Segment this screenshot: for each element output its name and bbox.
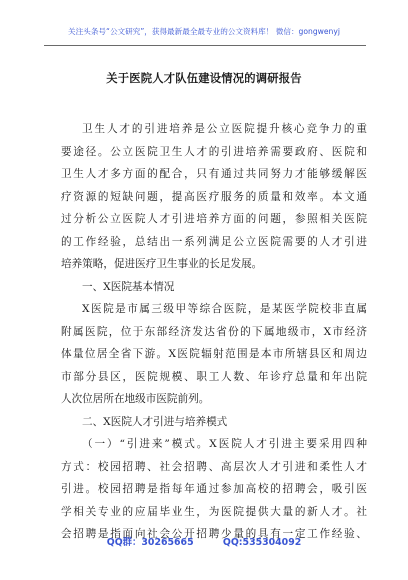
footer-qq-group: QQ群：30265665 bbox=[106, 537, 194, 548]
body-line: 方式：校园招聘、社会招聘、高层次人才引进和柔性人才 bbox=[61, 460, 367, 473]
body-line: 培养策略，促进医疗卫生事业的长足发展。 bbox=[61, 258, 263, 270]
body-line: 体量位居全省下游。X医院辐射范围是本市所辖县区和周边 bbox=[61, 348, 367, 360]
body-line: 附属医院，位于东部经济发达省份的下属地级市，X市经济 bbox=[61, 325, 367, 338]
body-line: 二、X医院人才引进与培养模式 bbox=[82, 415, 228, 428]
body-line: 的工作经验，总结出一系列满足公立医院需要的人才引进 bbox=[61, 235, 367, 248]
body-line: 卫生人才多方面的配合，只有通过共同努力才能够缓解医 bbox=[61, 168, 367, 180]
body-line: （一）“引进来”模式。X医院人才引进主要采用四种 bbox=[82, 438, 367, 450]
document-body bbox=[61, 118, 367, 546]
header-divider bbox=[44, 45, 366, 46]
body-line: 引进。校园招聘是指每年通过参加高校的招聘会，吸引医 bbox=[61, 483, 367, 495]
body-line: 一、X医院基本情况 bbox=[82, 280, 175, 293]
body-line: 学相关专业的应届毕业生，为医院提供大量的新人才。社 bbox=[61, 505, 367, 518]
body-line: 疗资源的短缺问题，提高医疗服务的质量和效率。本文通 bbox=[61, 190, 367, 203]
footer-contacts bbox=[0, 534, 408, 548]
body-line: 市部分县区，医院规模、职工人数、年诊疗总量和年出院 bbox=[61, 370, 367, 383]
body-line: 过分析公立医院人才引进培养方面的问题，参照相关医院 bbox=[61, 213, 367, 225]
document-title: 关于医院人才队伍建设情况的调研报告 bbox=[106, 72, 302, 85]
body-line: X医院是市属三级甲等综合医院，是某医学院校非直属 bbox=[82, 303, 367, 315]
body-line: 人次位居所在地级市医院前列。 bbox=[61, 393, 210, 405]
body-line: 要途径。公立医院卫生人才的引进培养需要政府、医院和 bbox=[61, 145, 367, 158]
header-banner: 关注头条号“公文研究”，获得最新最全最专业的公文资料库！ 微信：gongwenyj bbox=[68, 27, 340, 36]
body-line: 卫生人才的引进培养是公立医院提升核心竞争力的重 bbox=[82, 123, 367, 135]
footer-qq: QQ:535304092 bbox=[222, 537, 302, 548]
body-line: 会招聘是指面向社会公开招聘少量的具有一定工作经验、 bbox=[61, 528, 367, 540]
